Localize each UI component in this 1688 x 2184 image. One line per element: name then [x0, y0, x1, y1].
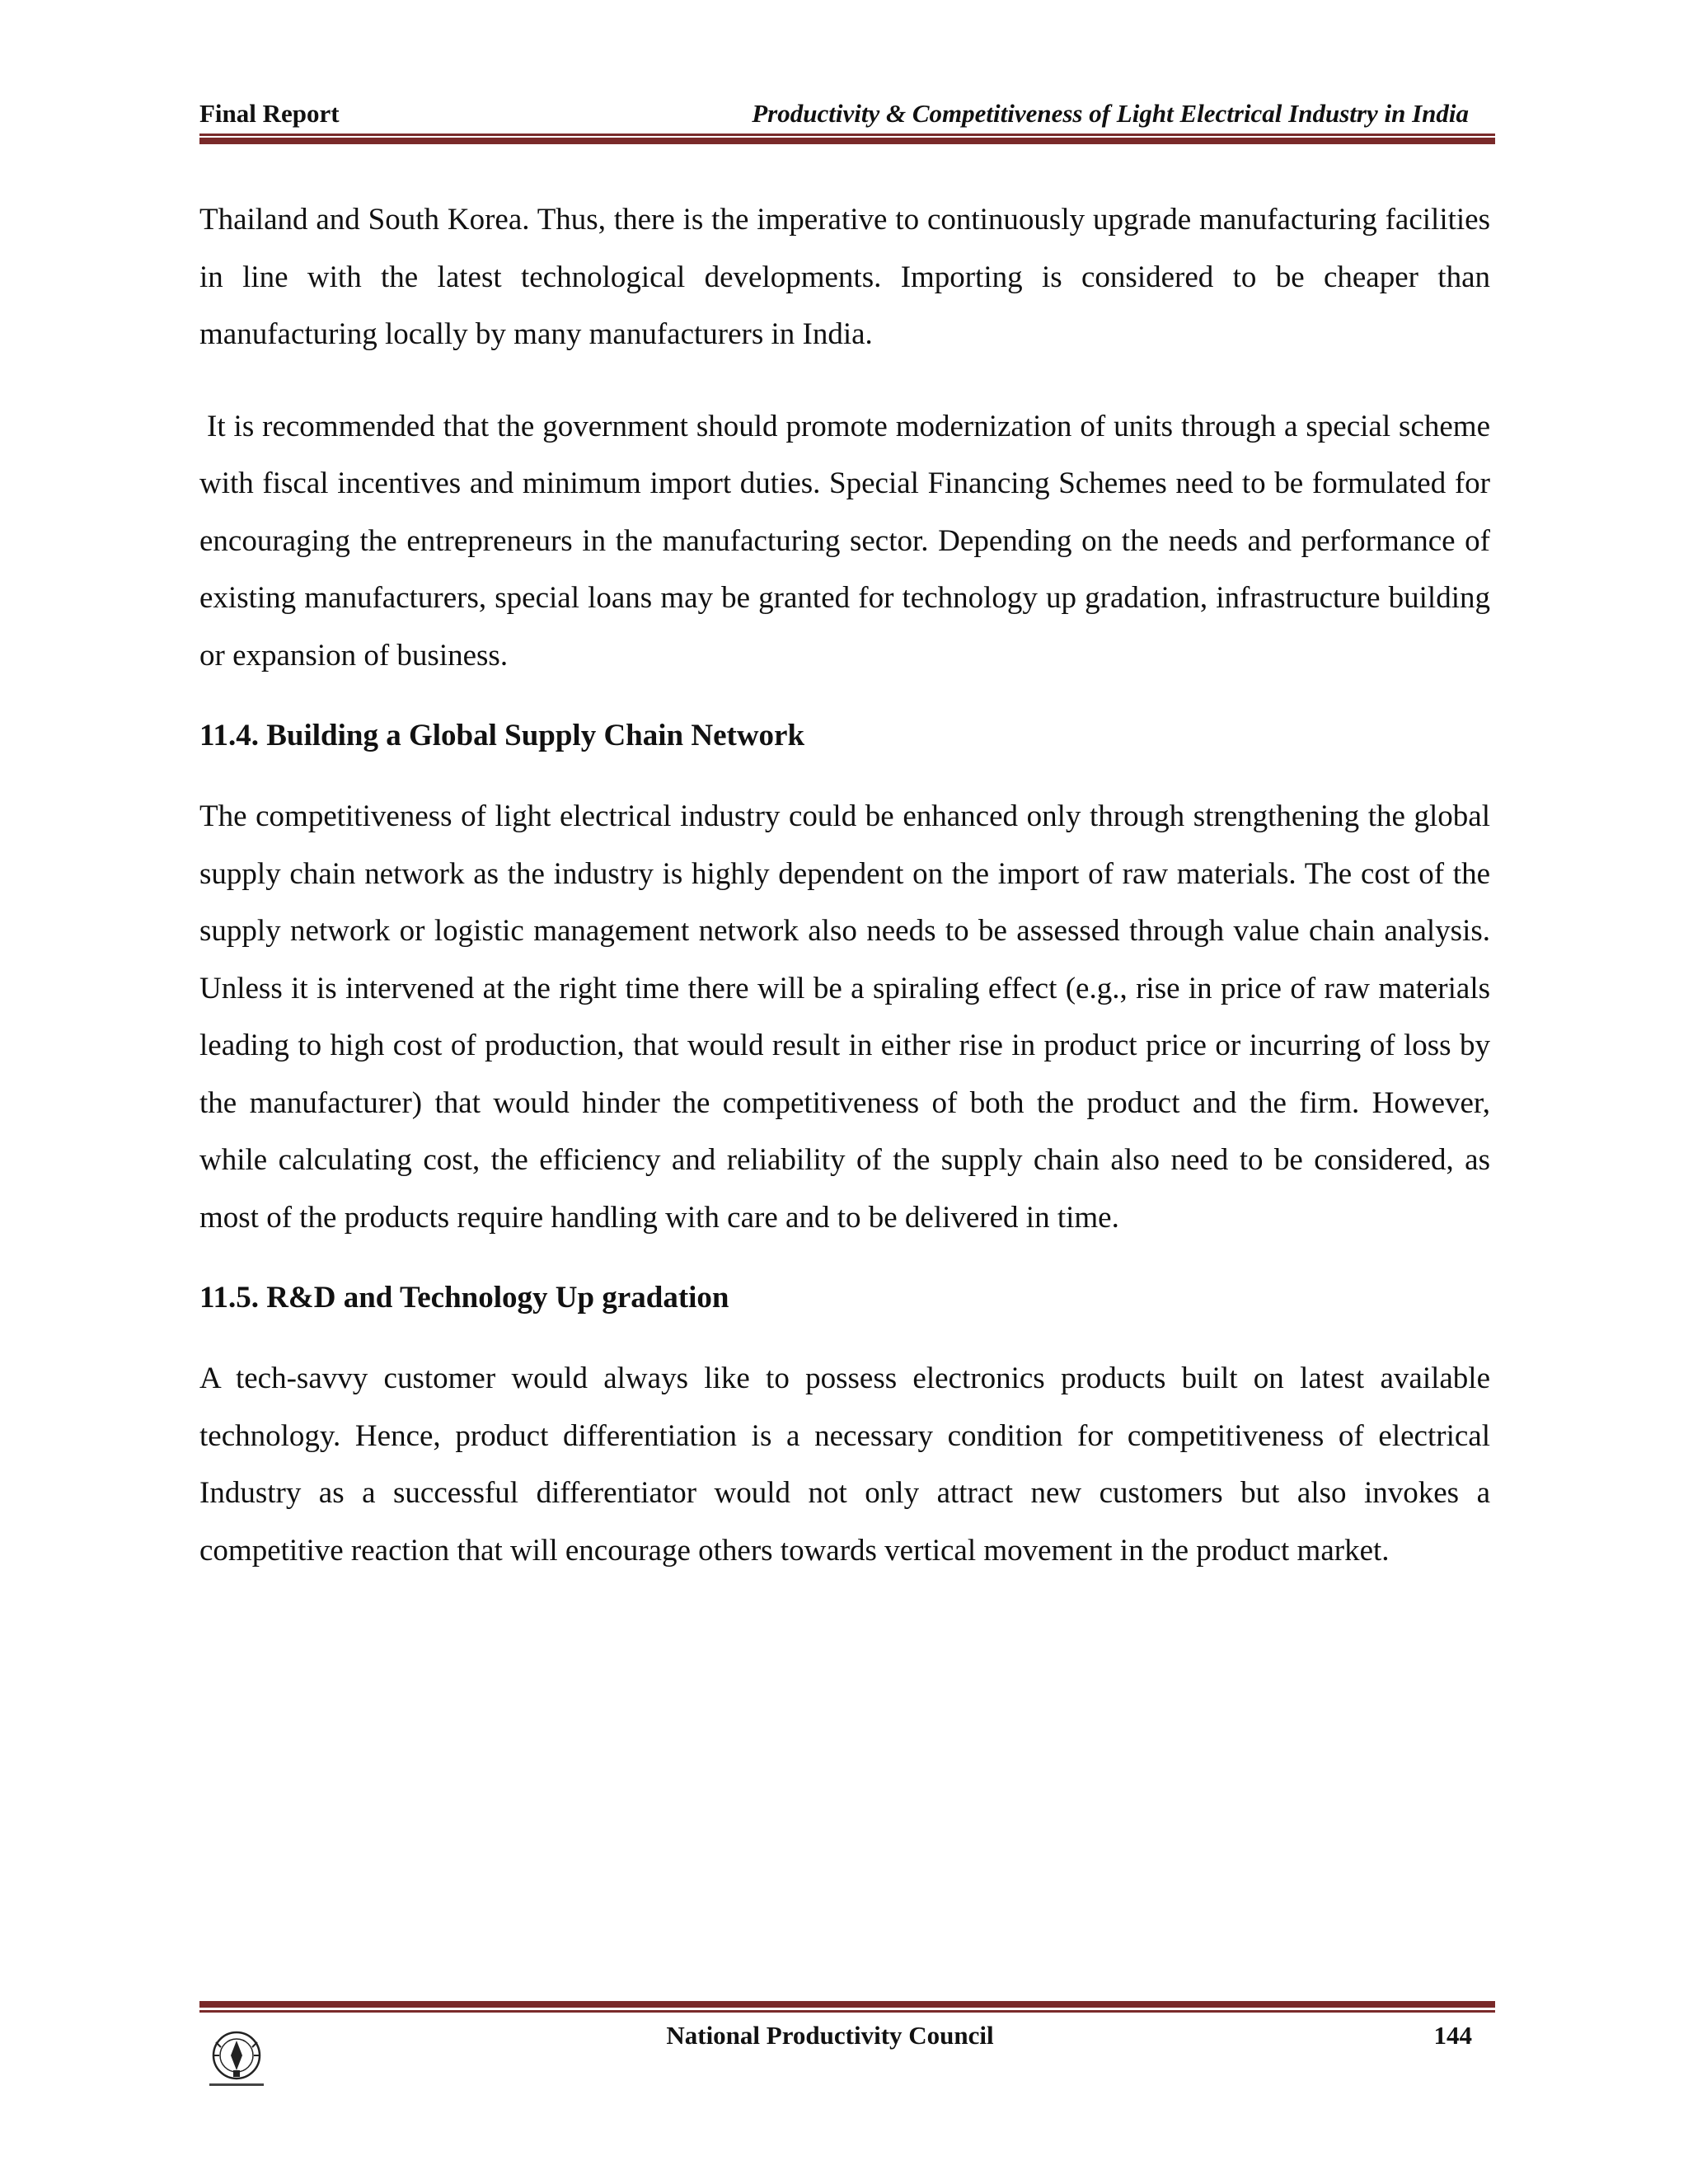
header-document-title: Productivity & Competitiveness of Light Electrical Industry in India: [752, 99, 1469, 128]
header-report-label: Final Report: [199, 99, 340, 128]
body-paragraph: A tech-savvy customer would always like to possess electronics products built on latest available technology. Hence, product differentiation is a necessary condition for competitiveness of electrical Industry as a successful differentiator would not only attract new customers but also invokes a competitive reaction that will encourage others towards vertical movement in the product market.: [199, 1361, 1490, 1568]
body-paragraph: Thailand and South Korea. Thus, there is the imperative to continuously upgrade manufacturing facilities in line with the latest technological developments. Importing is considered to be cheaper than manufacturing locally by many manufacturers in India.: [199, 203, 1490, 351]
body-paragraph: The competitiveness of light electrical industry could be enhanced only through strengthening the global supply chain network as the industry is highly dependent on the import of raw materials. The cost of the supply network or logistic management network also needs to be assessed through value chain analysis. Unless it is intervened at the right time there will be a spiraling effect (e.g., rise in price of raw materials leading to high cost of production, that would result in either rise in product price or incurring of loss by the manufacturer) that would hinder the competitiveness of both the product and the firm. However, while calculating cost, the efficiency and reliability of the supply chain also need to be considered, as most of the products require handling with care and to be delivered in time.: [199, 799, 1490, 1235]
page-number: 144: [1433, 2021, 1472, 2050]
header-divider-thick: [199, 138, 1495, 144]
footer-organization-name: National Productivity Council: [666, 2021, 994, 2050]
page-body: [199, 191, 1490, 1579]
footer-divider-thin: [199, 2010, 1495, 2013]
header-divider-thin: [199, 134, 1495, 136]
page-footer: [199, 2018, 1493, 2092]
body-paragraph: It is recommended that the government should promote modernization of units through a special scheme with fiscal incentives and minimum import duties. Special Financing Schemes need to be formulated for encouraging the entrepreneurs in the manufacturing sector. Depending on the needs and performance of existing manufacturers, special loans may be granted for technology up gradation, infrastructure building or expansion of business.: [199, 409, 1490, 673]
section-heading: 11.5. R&D and Technology Up gradation: [199, 1281, 729, 1315]
section-heading: 11.4. Building a Global Supply Chain Network: [199, 719, 805, 752]
page-header: [199, 97, 1493, 130]
footer-divider-thick: [199, 2001, 1495, 2008]
